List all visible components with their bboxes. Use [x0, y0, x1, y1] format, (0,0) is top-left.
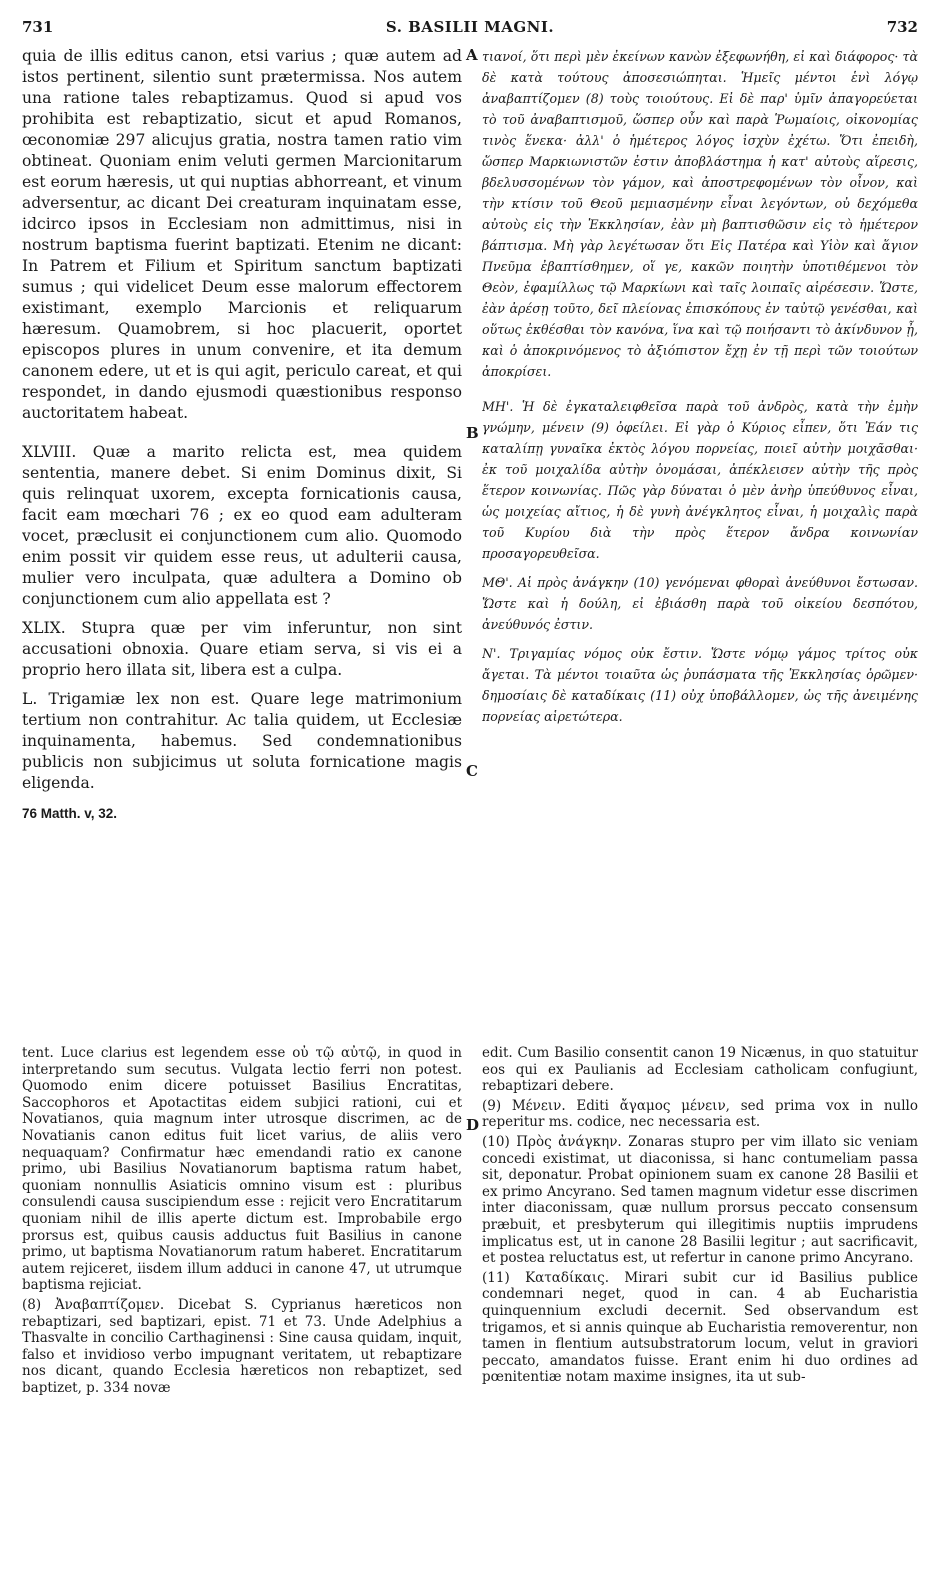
- latin-paragraph: XLVIII. Quæ a marito relicta est, mea quidem sententia, manere debet. Si enim Dominus dixit, Si quis relinquat uxorem, excepta fornicationis causa, facit eam mœchari 76 ; ex eo quod eam adulteram vocet, præclusit ei conjunctionem cum alio. Quomodo enim possit vir quidem esse reus, ut adulterii causa, mulier vero inculpata, quæ adultera a Domino ob conjunctionem cum alio appellata est ?: [22, 443, 462, 608]
- note-paragraph: tent. Luce clarius est legendem esse οὐ τῷ αὐτῷ, in quod in interpretando sum secutus. Vulgata lectio ferri non potest. Quomodo enim dicere potuisset Basilius Encratitas, Saccophoros et Apotactitas eidem subjici rationi, cui et Novatianos, quia magnum inter utrosque discrimen, ac de Novatianis canon editus fuit licet varius, de aliis vero nequaquam? Confirmatur hæc emendandi ratio ex canone primo, ubi Basilius Novatianorum baptisma ratum habet, quoniam nonnullis Asiaticis omnino visum est : pluribus consulendi causa suscipiendum esse : rejicit vero Encratitarum quoniam nihil de illis aperte dictum est. Improbabile ergo prorsus est, quibus causis adductus fuit Basilius in canone primo, ut baptisma Novatianorum ratum haberet. Encratitarum autem rejiceret, iisdem illum adduci in canone 47, ut utrumque baptisma rejiciat.: [22, 1045, 462, 1294]
- latin-paragraph: XLIX. Stupra quæ per vim inferuntur, non sint accusationi obnoxia. Quare etiam serva, si vis ei a proprio hero illata sit, libera est a culpa.: [22, 619, 462, 679]
- greek-paragraph: τιανοί, ὅτι περὶ μὲν ἐκείνων κανὼν ἐξεφωνήθη, εἰ καὶ διάφορος· τὰ δὲ κατὰ τούτους ἀποσεσιώπηται. Ἡμεῖς μέντοι ἑνὶ λόγῳ ἀναβαπτίζομεν (8) τοὺς τοιούτους. Εἰ δὲ παρ' ὑμῖν ἀπαγορεύεται τὸ τοῦ ἀναβαπτισμοῦ, ὥσπερ οὖν καὶ παρὰ Ῥωμαίοις, οἰκονομίας τινὸς ἕνεκα· ἀλλ' ὁ ἡμέτερος λόγος ἰσχὺν ἐχέτω. Ὅτι ἐπειδὴ, ὥσπερ Μαρκιωνιστῶν ἐστιν ἀποβλάστημα ἡ κατ' αὐτοὺς αἵρεσις, βδελυσσομένων τὸν γάμον, καὶ ἀποστρεφομένων τὸν οἶνον, καὶ τὴν κτίσιν τοῦ Θεοῦ μεμιασμένην εἶναι λεγόντων, οὐ δεχόμεθα αὐτοὺς εἰς τὴν Ἐκκλησίαν, ἐὰν μὴ βαπτισθῶσιν εἰς τὸ ἡμέτερον βάπτισμα. Μὴ γὰρ λεγέτωσαν ὅτι Εἰς Πατέρα καὶ Υἱὸν καὶ ἅγιον Πνεῦμα ἐβαπτίσθημεν, οἵ γε, κακῶν ποιητὴν ὑποτιθέμενοι τὸν Θεὸν, ἐφαμίλλως τῷ Μαρκίωνι καὶ ταῖς λοιπαῖς αἱρέσεσιν. Ὥστε, ἐὰν ἀρέσῃ τοῦτο, δεῖ πλείονας ἐπισκόπους ἐν ταὐτῷ γενέσθαι, καὶ οὕτως ἐκθέσθαι τὸν κανόνα, ἵνα καὶ τῷ ποιήσαντι τὸ ἀκίνδυνον ᾖ, καὶ ὁ ἀποκρινόμενος τὸ ἀξιόπιστον ἔχῃ ἐν τῇ περὶ τῶν τοιούτων ἀποκρίσει.: [482, 49, 918, 379]
- note-paragraph: (9) Μένειν. Editi ἄγαμος μένειν, sed prima vox in nullo reperitur ms. codice, nec necessaria est.: [482, 1097, 918, 1131]
- note-paragraph: (10) Πρὸς ἀνάγκην. Zonaras stupro per vim illato sic veniam concedi existimat, ut diaconissa, si hanc contumeliam passa sit, deponatur. Probat opinionem suam ex canone 28 Basilii et ex primo Ancyrano. Sed tamen magnum videtur esse discrimen inter diaconissam, quæ nullum prorsus peccato consensum præbuit, et presbyterum qui illegitimis nuptiis imprudens implicatus est, ut in canone 28 Basilii legitur ; aut sacrificavit, et postea reluctatus est, ut refertur in canone primo Ancyrano.: [482, 1133, 918, 1267]
- greek-paragraph: ΜΗ'. Ἡ δὲ ἐγκαταλειφθεῖσα παρὰ τοῦ ἀνδρὸς, κατὰ τὴν ἐμὴν γνώμην, μένειν (9) ὀφείλει. Εἰ γὰρ ὁ Κύριος εἶπεν, ὅτι Ἐάν τις καταλίπῃ γυναῖκα ἐκτὸς λόγου πορνείας, ποιεῖ αὐτὴν μοιχᾶσθαι· ἐκ τοῦ μοιχαλίδα αὐτὴν ὀνομάσαι, ἀπέκλεισεν αὐτὴν τῆς πρὸς ἕτερον κοινωνίας. Πῶς γὰρ δύναται ὁ μὲν ἀνὴρ ὑπεύθυνος εἶναι, ὡς μοιχείας αἴτιος, ἡ δὲ γυνὴ ἀνέγκλητος εἶναι, ἡ μοιχαλὶς παρὰ τοῦ Κυρίου διὰ τὴν πρὸς ἕτερον ἄνδρα κοινωνίαν προσαγορευθεῖσα.: [482, 399, 918, 561]
- margin-letter: D: [466, 1116, 480, 1134]
- footnote: 76 Matth. v, 32.: [22, 806, 118, 821]
- page-header: [22, 18, 918, 40]
- running-title: S. BASILII MAGNI.: [385, 18, 555, 36]
- note-paragraph: edit. Cum Basilio consentit canon 19 Nicænus, in quo statuitur eos qui ex Paulianis ad Ecclesiam catholicam confugiunt, rebaptizari debere.: [482, 1045, 918, 1095]
- note-paragraph: (11) Καταδίκαις. Mirari subit cur id Basilius publice condemnari neget, quod in can. 4 ab Eucharistia quinquennium excludi decernit. Sed observandum est trigamos, et si annis quinque ab Eucharistia removerentur, non tamen in flentium autsubstratorum locum, velut in graviori peccato, amandatos fuisse. Erant enim hi duo ordines ad pœnitentiæ notam maxime insignes, ita ut sub-: [482, 1269, 918, 1386]
- page-number-right: 732: [886, 18, 918, 36]
- margin-letter: A: [466, 46, 478, 64]
- latin-paragraph: L. Trigamiæ lex non est. Quare lege matrimonium tertium non contrahitur. Ac talia quidem, ut Ecclesiæ inquinamenta, habemus. Sed condemnationibus publicis non subjicimus ut soluta fornicatione magis eligenda.: [22, 690, 462, 792]
- note-paragraph: (8) Ἀναβαπτίζομεν. Dicebat S. Cyprianus hæreticos non rebaptizari, sed baptizari, epist. 71 et 73. Unde Adelphius a Thasvalte in concilio Carthaginensi : Sine causa quidam, inquit, falso et invidioso verbo impugnant veritatem, ut rebaptizare nos dicant, quando Ecclesia hæreticos non rebaptizet, sed baptizet, p. 334 novæ: [22, 1296, 462, 1396]
- latin-paragraph: quia de illis editus canon, etsi varius ; quæ autem ad istos pertinent, silentio sunt prætermissa. Nos autem una ratione tales rebaptizamus. Quod si apud vos prohibita est rebaptizatio, sicut et apud Romanos, œconomiæ 297 alicujus gratia, nostra tamen ratio vim obtineat. Quoniam enim veluti germen Marcionitarum est eorum hæresis, ut qui nuptias abhorreant, et vinum adversentur, ac dicant Dei creaturam inquinatam esse, idcirco ipsos in Ecclesiam non admittimus, nisi in nostrum baptisma fuerint baptizati. Etenim ne dicant: In Patrem et Filium et Spiritum sanctum baptizati sumus ; qui videlicet Deum esse malorum effectorem existimant, exemplo Marcionis et reliquarum hæresum. Quamobrem, si hoc placuerit, oportet episcopos plures in unum convenire, et ita demum canonem edere, ut et is qui agit, periculo careat, et qui respondet, in dando ejusmodi quæstionibus responso auctoritatem habeat.: [22, 47, 462, 422]
- margin-letter: B: [466, 424, 479, 442]
- greek-paragraph: ΜΘ'. Αἱ πρὸς ἀνάγκην (10) γενόμεναι φθοραὶ ἀνεύθυνοι ἔστωσαν. Ὥστε καὶ ἡ δούλη, εἰ ἐβιάσθη παρὰ τοῦ οἰκείου δεσπότου, ἀνεύθυνός ἐστιν.: [482, 575, 918, 632]
- notes-left: [22, 1045, 462, 1575]
- page-number-left: 731: [22, 18, 54, 36]
- greek-paragraph: Ν'. Τριγαμίας νόμος οὐκ ἔστιν. Ὥστε νόμῳ γάμος τρίτος οὐκ ἄγεται. Τὰ μέντοι τοιαῦτα ὡς ῥυπάσματα τῆς Ἐκκλησίας ὁρῶμεν· δημοσίαις δὲ καταδίκαις (11) οὐχ ὑποβάλλομεν, ὡς τῆς ἀνειμένης πορνείας αἱρετώτερα.: [482, 646, 918, 724]
- notes-right: [482, 1045, 918, 1575]
- margin-letter: C: [466, 762, 478, 780]
